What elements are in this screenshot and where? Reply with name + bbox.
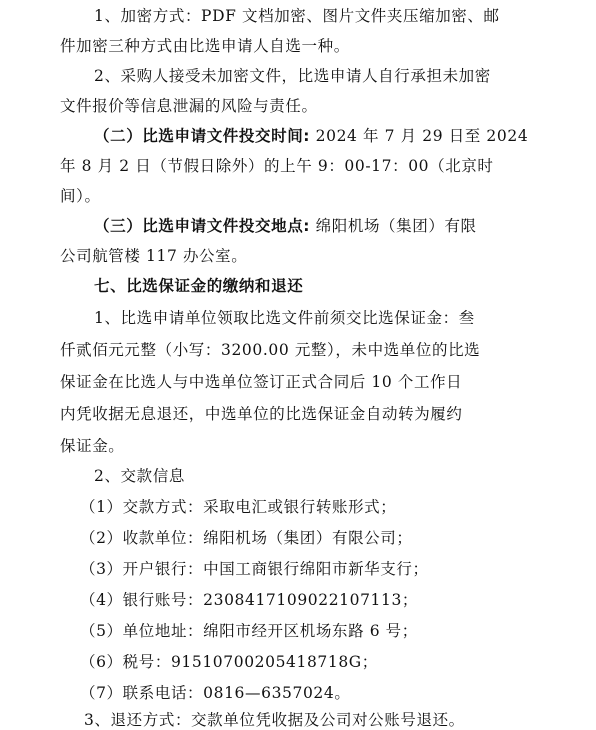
deposit-line-2: 仟贰佰元元整（小写：3200.00 元整），未中选单位的比选 <box>60 341 481 359</box>
deposit-line-3: 保证金在比选人与中选单位签订正式合同后 10 个工作日 <box>60 373 463 391</box>
section-7-heading: 七、比选保证金的缴纳和退还 <box>94 277 304 295</box>
submission-place-line-2: 公司航管楼 117 办公室。 <box>60 247 248 265</box>
payee-unit-item: （2）收款单位：绵阳机场（集团）有限公司； <box>80 529 413 547</box>
submission-place-label: （三）比选申请文件投交地点: <box>94 217 311 235</box>
deposit-line-5: 保证金。 <box>60 437 125 455</box>
payment-info-heading: 2、交款信息 <box>94 467 185 485</box>
submission-time-line-3: 间）。 <box>60 187 101 205</box>
encryption-risk-line-2: 文件报价等信息泄漏的风险与责任。 <box>60 97 318 115</box>
submission-place-value: 绵阳机场（集团）有限 <box>315 217 477 235</box>
encryption-method-line-2: 件加密三种方式由比选申请人自选一种。 <box>60 37 350 55</box>
submission-time-line-1 <box>94 126 528 146</box>
encryption-risk-line-1: 2、采购人接受未加密文件，比选申请人自行承担未加密 <box>94 67 491 85</box>
deposit-line-1: 1、比选申请单位领取比选文件前须交比选保证金：叁 <box>94 309 475 327</box>
tax-number-item: （6）税号：91510700205418718G； <box>80 653 378 671</box>
submission-place-line-1 <box>94 216 477 236</box>
payment-method-item: （1）交款方式：采取电汇或银行转账形式； <box>80 498 397 516</box>
refund-method-line: 3、退还方式：交款单位凭收据及公司对公账号退还。 <box>84 711 465 729</box>
bank-account-item: （4）银行账号：2308417109022107113； <box>80 591 419 609</box>
submission-time-label: （二）比选申请文件投交时间: <box>94 127 311 145</box>
deposit-line-4: 内凭收据无息退还，中选单位的比选保证金自动转为履约 <box>60 405 463 423</box>
contact-phone-item: （7）联系电话：0816—6357024。 <box>80 684 351 702</box>
submission-time-line-2: 年 8 月 2 日（节假日除外）的上午 9：00-17：00（北京时 <box>60 157 494 175</box>
bank-name-item: （3）开户银行：中国工商银行绵阳市新华支行； <box>80 560 429 578</box>
encryption-method-line-1: 1、加密方式：PDF 文档加密、图片文件夹压缩加密、邮 <box>94 7 500 25</box>
submission-time-range: 2024 年 7 月 29 日至 2024 <box>315 127 529 145</box>
unit-address-item: （5）单位地址：绵阳市经开区机场东路 6 号； <box>80 622 418 640</box>
